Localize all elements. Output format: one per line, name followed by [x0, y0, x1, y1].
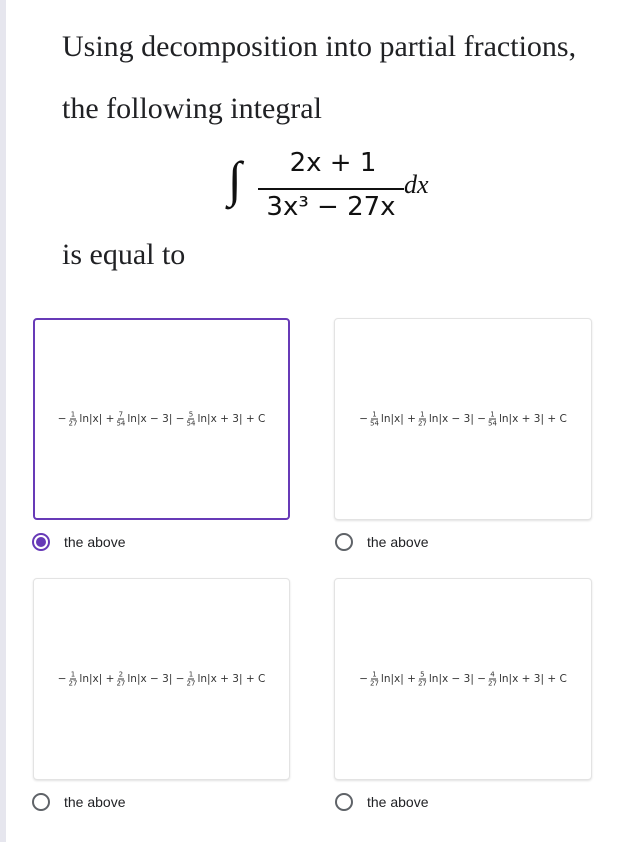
- option-card-1[interactable]: [33, 318, 290, 520]
- option-label-1: the above: [64, 534, 126, 550]
- radio-button[interactable]: [335, 793, 353, 811]
- option-choice-3[interactable]: [32, 790, 126, 814]
- option-label-4: the above: [367, 794, 429, 810]
- integral-expression: [228, 148, 448, 228]
- option-choice-4[interactable]: [335, 790, 429, 814]
- option-formula-3: − $\frac{1}{27}$ ln|x| + $\frac{2}{27}$ ln|x − 3| − $\frac{1}{27}$ ln|x + 3| + C: [57, 670, 266, 688]
- option-formula-4: − $\frac{1}{27}$ ln|x| + $\frac{5}{27}$ ln|x − 3| − $\frac{4}{27}$ ln|x + 3| + C: [359, 670, 567, 688]
- option-card-2[interactable]: [334, 318, 592, 520]
- question-line-1: Using decomposition into partial fractions,: [62, 30, 577, 63]
- integral-dx: dx: [404, 170, 429, 199]
- radio-dot-icon: [36, 537, 46, 547]
- option-formula-1: − $\frac{1}{27}$ ln|x| + $\frac{7}{54}$ ln|x − 3| − $\frac{5}{54}$ ln|x + 3| + C: [57, 410, 266, 428]
- question-line-2: the following integral: [62, 92, 322, 125]
- option-choice-1[interactable]: [32, 530, 126, 554]
- option-choice-2[interactable]: [335, 530, 429, 554]
- option-label-3: the above: [64, 794, 126, 810]
- integral-sign: ∫: [228, 151, 242, 207]
- option-label-2: the above: [367, 534, 429, 550]
- integral-numerator: 2x + 1: [289, 148, 377, 178]
- fraction-bar: [258, 188, 404, 190]
- radio-button[interactable]: [32, 793, 50, 811]
- radio-button-selected[interactable]: [32, 533, 50, 551]
- radio-button[interactable]: [335, 533, 353, 551]
- question-line-3: is equal to: [62, 238, 186, 271]
- integral-denominator: 3x³ − 27x: [266, 192, 396, 222]
- option-card-4[interactable]: [334, 578, 592, 780]
- option-card-3[interactable]: [33, 578, 290, 780]
- page-edge-strip: [0, 0, 6, 842]
- option-formula-2: − $\frac{1}{54}$ ln|x| + $\frac{1}{27}$ ln|x − 3| − $\frac{1}{54}$ ln|x + 3| + C: [359, 410, 567, 428]
